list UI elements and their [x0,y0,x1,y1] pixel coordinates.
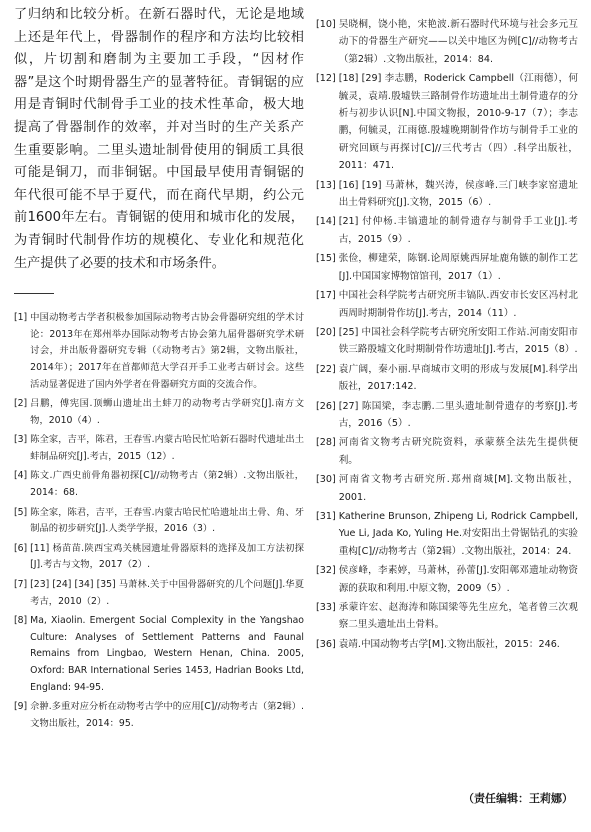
reference-text: 佘翀.多重对应分析在动物考古学中的应用[C]//动物考古（第2辑）.文物出版社，2014：95. [30,701,304,729]
footnote-divider [14,293,54,294]
reference-text: Ma, Xiaolin. Emergent Social Complexity in the Yangshao Culture: Analyses of Settlement Patterns and Faunal Remains from Lingbao, Western Henan, China. 2005, Oxford: BAR International Series 1453, Hadrian Books Ltd, England: 94-95. [30,615,304,693]
reference-text: [11] 杨苗苗.陕西宝鸡关桃园遗址骨器原料的选择及加工方法初探[J].考古与文物，2017（2）. [30,542,304,571]
reference-text: [21] 付仲杨.丰镐遗址的制骨遗存与制骨手工业[J].考古，2015（9）. [338,216,578,245]
reference-number: [33] [316,602,336,613]
reference-text: 河南省文物考古研究院资料，承蒙蔡全法先生提供便利。 [338,437,578,466]
reference-text: 吕鹏，傅宪国.顶蛳山遗址出土蚌刀的动物考古学研究[J].南方文物，2010（4）. [30,398,304,426]
reference-item [14,577,304,610]
reference-item [316,70,578,174]
reference-text: Katherine Brunson, Zhipeng Li, Rodrick Campbell, Yue Li, Jada Ko, Yuling He.对安阳出土骨锯钻孔的实验重构[C]//动物考古（第2辑）.文物出版社，2014：24. [338,510,578,557]
reference-item [316,250,578,285]
reference-number: [36] [316,638,336,650]
reference-item [14,396,304,429]
reference-number: [2] [14,398,28,410]
reference-text: 袁广阔，秦小丽.早商城市文明的形成与发展[M].科学出版社，2017:142. [338,363,578,393]
reference-text: [25] 中国社会科学院考古研究所安阳工作站.河南安阳市铁三路殷墟文化时期制骨作坊遗址[J].考古，2015（8）. [338,326,578,356]
body-paragraph: 了归纳和比较分析。在新石器时代，无论是地域上还是年代上，骨器制作的程序和方法均比较相似，片切割和磨制为主要加工手段，“因材作器”是这个时期骨器生产的显著特征。青铜锯的应用是青铜时代制骨手工业的技术性革命，极大地提高了骨器制作的效率，并对当时的生产关系产生重要影响。二里头遗址制骨使用的铜质工具很可能是铜刀，而非铜锯。中国最早使用青铜锯的年代很可能不早于夏代，而在商代早期，约公元前1600年左右。青铜锯的使用和城市化的发展，为青铜时代制骨作坊的规模化、专业化和规范化生产提供了必要的技术和市场条件。 [14,7,304,271]
reference-item [14,541,304,574]
reference-item [316,434,578,469]
reference-text: 侯彦峰，李素婷，马萧林，孙蕾[J].安阳鄣邓遗址动物资源的获取和利用.中原文物，2009（5）. [338,565,578,594]
reference-item [316,636,578,653]
reference-item [316,177,578,212]
reference-text: 中国社会科学院考古研究所丰镐队.西安市长安区冯村北西周时期制骨作坊[J].考古，2014（11）. [338,290,578,319]
reference-text: 中国动物考古学者积极参加国际动物考古协会骨器研究组的学术讨论：2013年在郑州举办国际动物考古协会第九届骨器研究学术研讨会，并出版骨器研究专辑（《动物考古》第2辑，文物出版社，2014年）；2017年在首都师范大学召开手工业考古研讨会。这些活动显著促进了国内外学者在骨器研究方面的交流合作。 [30,312,304,390]
reference-item [316,508,578,560]
right-column [316,16,578,655]
reference-text: 承蒙许宏、赵海涛和陈国梁等先生应允，笔者曾三次观察二里头遗址出土骨料。 [338,602,578,631]
reference-number: [22] [316,363,336,375]
reference-number: [4] [14,470,28,482]
reference-item [316,324,578,359]
reference-item [14,468,304,501]
reference-number: [7] [14,579,28,591]
reference-number: [8] [14,615,28,627]
reference-text: 陈文.广西史前骨角器初探[C]//动物考古（第2辑）.文物出版社，2014：68. [30,470,304,499]
reference-item [316,213,578,248]
reference-number: [32] [316,565,336,577]
reference-text: [16] [19] 马萧林，魏兴涛，侯彦峰.三门峡李家窑遗址出土骨料研究[J].文物，2015（6）. [338,179,578,209]
reference-number: [17] [316,290,336,302]
reference-item [316,398,578,433]
reference-number: [31] [316,510,336,522]
reference-number: [9] [14,701,28,713]
reference-item [14,613,304,696]
reference-text: 陈全家，吉平，陈君，王春雪.内蒙古哈民忙哈新石器时代遗址出土蚌制品研究[J].考古，2015（12）. [30,434,304,462]
reference-number: [10] [316,19,336,30]
reference-number: [1] [14,312,28,324]
reference-item [316,562,578,597]
reference-text: 张俭，柳建荣，陈钢.论周原姚西屏址鹿角镞的制作工艺[J].中国国家博物馆馆刊，2017（1）. [338,253,578,282]
reference-item [14,699,304,732]
reference-number: [28] [316,437,336,449]
right-reference-list [316,16,578,653]
reference-number: [13] [316,179,336,191]
reference-item [316,599,578,634]
reference-number: [14] [316,216,336,228]
reference-number: [12] [316,73,336,85]
reference-text: 吴晓桐，饶小艳，宋艳波.新石器时代环境与社会多元互动下的骨器生产研究——以关中地区为例[C]//动物考古（第2辑）.文物出版社，2014：84. [338,19,578,65]
reference-item [14,432,304,465]
reference-item [316,16,578,68]
reference-item [14,505,304,538]
reference-item [14,310,304,393]
reference-number: [30] [316,474,336,486]
left-column [14,4,304,735]
reference-number: [26] [316,400,336,412]
reference-text: [23] [24] [34] [35] 马萧林.关于中国骨器研究的几个问题[J].华夏考古，2010（2）. [30,579,304,607]
reference-item [316,471,578,506]
reference-number: [15] [316,253,336,265]
reference-number: [5] [14,506,28,518]
reference-item [316,287,578,322]
reference-text: 袁靖.中国动物考古学[M].文物出版社，2015：246. [338,638,560,650]
left-reference-list [14,310,304,732]
reference-item [316,361,578,396]
reference-number: [3] [14,434,28,446]
reference-text: [27] 陈国梁，李志鹏.二里头遗址制骨遗存的考察[J].考古，2016（5）. [338,400,578,429]
reference-number: [6] [14,542,28,554]
reference-text: 河南省文物考古研究所.郑州商城[M].文物出版社，2001. [338,474,578,503]
editor-credit: （责任编辑：王莉娜） [463,792,573,805]
reference-text: [18] [29] 李志鹏，Roderick Campbell（江雨德），何毓灵，袁靖.殷墟铁三路制骨作坊遗址出土制骨遗存的分析与初步认识[N].中国文物报，2010-9-17（7）；李志鹏，何毓灵，江雨德.殷墟晚期制骨作坊与制骨手工业的研究回顾与再探讨[C]//三代考古（四）.科学出版社，2011：471. [338,73,578,172]
reference-number: [20] [316,326,336,338]
reference-text: 陈全家，陈君，吉平，王春雪.内蒙古哈民忙哈遗址出土骨、角、牙制品的初步研究[J].人类学学报，2016（3）. [30,506,304,535]
